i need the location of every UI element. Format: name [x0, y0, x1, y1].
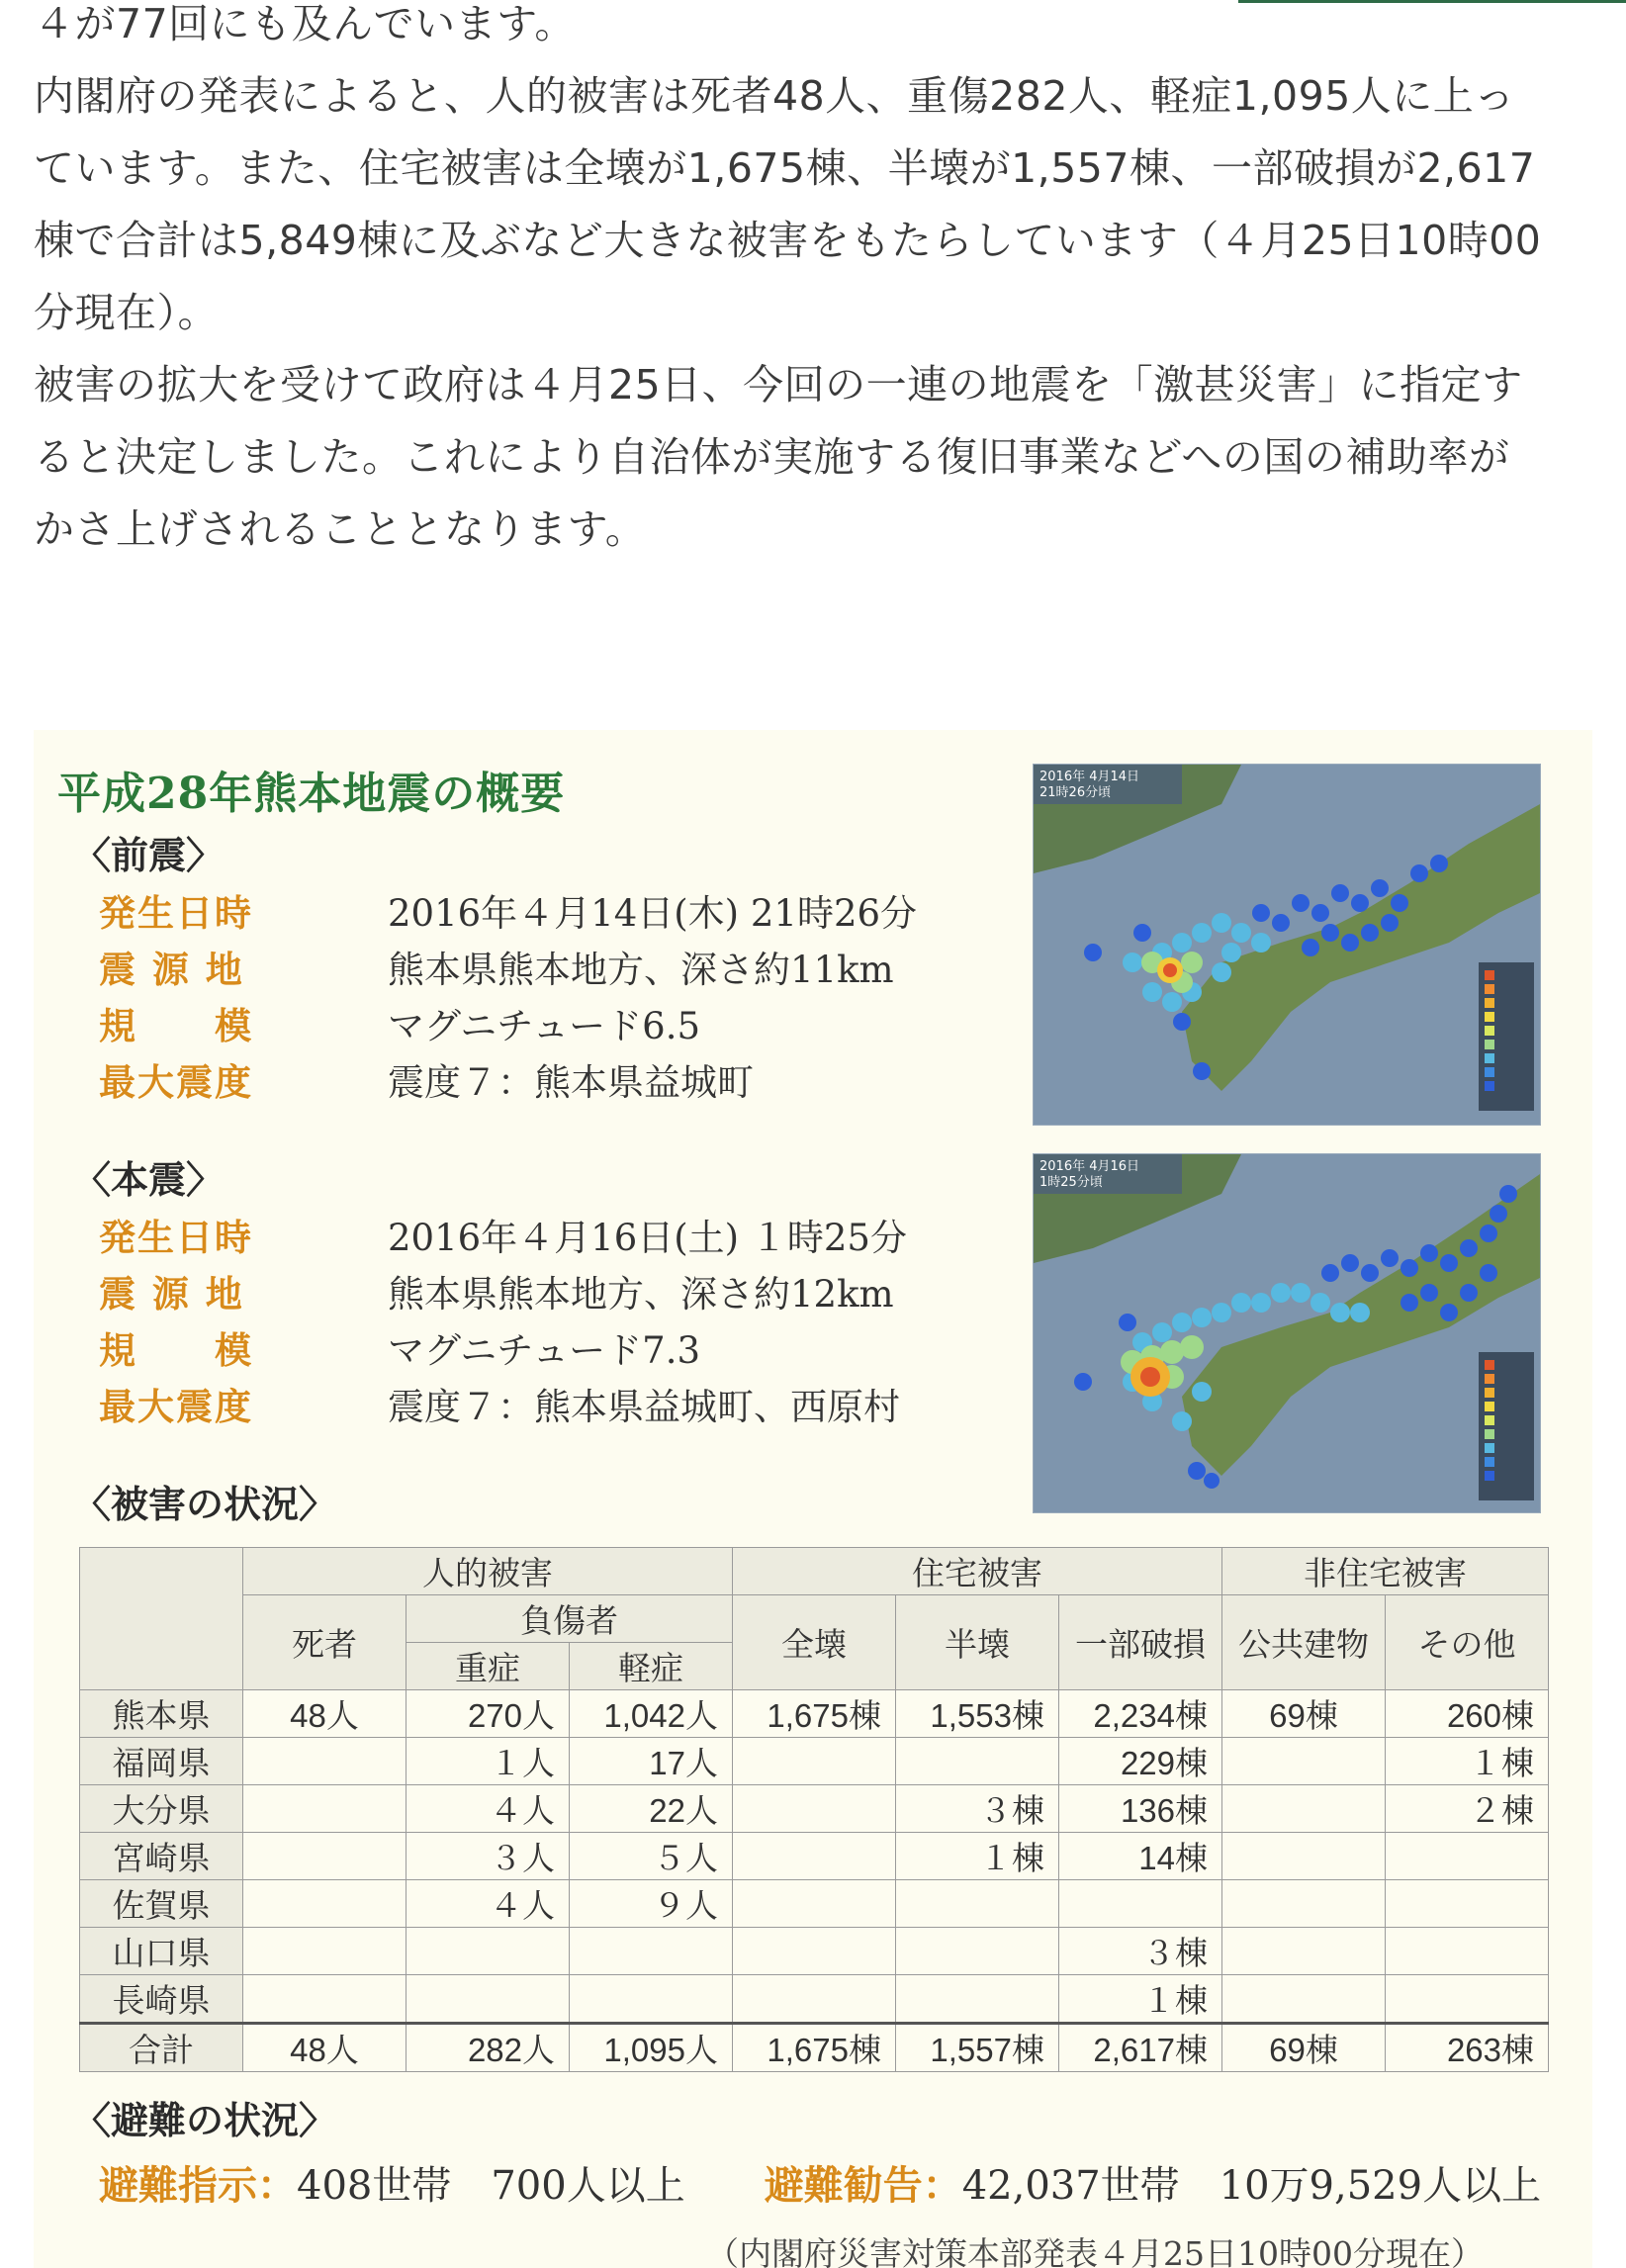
table-cell — [1386, 1928, 1549, 1975]
table-cell — [1059, 1880, 1222, 1928]
table-cell — [406, 1975, 570, 2024]
damage-header-row — [80, 1548, 1549, 1595]
table-cell: 69棟 — [1222, 2024, 1386, 2072]
evac-advisory-label: 避難勧告： — [764, 2162, 962, 2209]
mainshock-value: 震度７：熊本県益城町、西原村 — [388, 1386, 900, 1428]
col-dead: 死者 — [243, 1595, 406, 1690]
evac-order-value: 408世帯 700人以上 — [297, 2163, 685, 2209]
table-cell — [1386, 1880, 1549, 1928]
table-cell: 1,095人 — [570, 2024, 733, 2072]
paragraph-line: ４が77回にも及んでいます。 — [34, 0, 576, 47]
table-cell: ３人 — [406, 1833, 570, 1880]
damage-heading: 〈被害の状況〉 — [73, 1482, 337, 1526]
table-cell — [1222, 1928, 1386, 1975]
foreshock-label: 震 源 地 — [99, 948, 244, 991]
col-group-house: 住宅被害 — [733, 1548, 1222, 1595]
table-cell — [733, 1785, 896, 1833]
damage-table-body — [80, 1690, 1549, 2024]
table-row — [80, 1975, 1549, 2024]
table-cell: 22人 — [570, 1785, 733, 1833]
paragraph-line: かさ上げされることとなります。 — [34, 505, 647, 553]
table-cell — [570, 1928, 733, 1975]
mainshock-label: 発生日時 — [99, 1216, 253, 1259]
figure-title: 平成28年熊本地震の概要 — [57, 769, 566, 819]
paragraph-line: 分現在）。 — [34, 289, 219, 336]
table-cell: １棟 — [1386, 1738, 1549, 1785]
map-caption-date: 2016年 4月16日 — [1039, 1159, 1140, 1174]
mainshock-label: 最大震度 — [99, 1385, 253, 1428]
paragraph-line: ています。また、住宅被害は全壊が1,675棟、半壊が1,557棟、一部破損が2,617 — [34, 144, 1536, 192]
mainshock-heading: 〈本震〉 — [73, 1157, 225, 1202]
table-cell — [896, 1738, 1059, 1785]
paragraph-line: ると決定しました。これにより自治体が実施する復旧事業などへの国の補助率が — [34, 433, 1510, 481]
table-cell — [733, 1975, 896, 2024]
total-label: 合計 — [80, 2024, 243, 2072]
table-cell: １棟 — [896, 1833, 1059, 1880]
table-cell: ５人 — [570, 1833, 733, 1880]
table-row — [80, 1690, 1549, 1738]
evac-advisory-value: 42,037世帯 10万9,529人以上 — [961, 2163, 1542, 2209]
table-cell: １人 — [406, 1738, 570, 1785]
table-cell — [243, 1880, 406, 1928]
table-cell — [896, 1928, 1059, 1975]
foreshock-value: マグニチュード6.5 — [388, 1005, 700, 1047]
table-cell — [733, 1738, 896, 1785]
table-cell: ３棟 — [1059, 1928, 1222, 1975]
col-half: 半壊 — [896, 1595, 1059, 1690]
table-cell — [733, 1833, 896, 1880]
article-body — [34, 0, 1596, 566]
table-cell: 260棟 — [1386, 1690, 1549, 1738]
mainshock-label: 震 源 地 — [99, 1272, 244, 1315]
table-cell: 2,617棟 — [1059, 2024, 1222, 2072]
damage-table — [79, 1547, 1549, 2072]
table-cell — [1222, 1975, 1386, 2024]
evacuation-heading: 〈避難の状況〉 — [73, 2098, 337, 2142]
mainshock-intensity-map — [1033, 1153, 1541, 1513]
table-cell: ２棟 — [1386, 1785, 1549, 1833]
table-cell: ４人 — [406, 1880, 570, 1928]
foreshock-intensity-map — [1033, 764, 1541, 1126]
table-cell: 270人 — [406, 1690, 570, 1738]
table-cell — [733, 1928, 896, 1975]
table-cell: 136棟 — [1059, 1785, 1222, 1833]
foreshock-label: 発生日時 — [99, 891, 253, 935]
col-group-nonhouse: 非住宅被害 — [1222, 1548, 1549, 1595]
source-note: （内閣府災害対策本部発表４月25日10時00分現在） — [706, 2234, 1484, 2268]
table-cell: ９人 — [570, 1880, 733, 1928]
table-cell: 229棟 — [1059, 1738, 1222, 1785]
table-cell — [243, 1738, 406, 1785]
table-cell — [243, 1928, 406, 1975]
table-cell — [896, 1880, 1059, 1928]
table-cell — [1222, 1785, 1386, 1833]
map-caption-time: 1時25分頃 — [1039, 1175, 1103, 1190]
evacuation-line — [99, 2154, 1541, 2211]
table-row — [80, 1738, 1549, 1785]
table-cell — [243, 1833, 406, 1880]
col-minor: 軽症 — [570, 1643, 733, 1690]
col-group-human: 人的被害 — [243, 1548, 733, 1595]
foreshock-value: 熊本県熊本地方、深さ約11km — [388, 949, 894, 991]
paragraph-line: 棟で合計は5,849棟に及ぶなど大きな被害をもたらしています（４月25日10時00 — [34, 217, 1542, 264]
table-cell: 1,675棟 — [733, 2024, 896, 2072]
prefecture-cell: 宮崎県 — [80, 1833, 243, 1880]
corner-cell — [80, 1548, 243, 1690]
map-caption-date: 2016年 4月14日 — [1039, 770, 1140, 784]
table-cell — [733, 1880, 896, 1928]
table-cell: 17人 — [570, 1738, 733, 1785]
mainshock-value: マグニチュード7.3 — [388, 1329, 700, 1372]
prefecture-cell: 大分県 — [80, 1785, 243, 1833]
prefecture-cell: 熊本県 — [80, 1690, 243, 1738]
table-cell: 263棟 — [1386, 2024, 1549, 2072]
prefecture-cell: 佐賀県 — [80, 1880, 243, 1928]
evac-order-label: 避難指示： — [99, 2162, 297, 2209]
foreshock-value: 2016年４月14日(木) 21時26分 — [388, 892, 918, 935]
table-cell: 48人 — [243, 2024, 406, 2072]
foreshock-label: 規 模 — [99, 1004, 253, 1047]
table-cell: 69棟 — [1222, 1690, 1386, 1738]
table-cell: 48人 — [243, 1690, 406, 1738]
col-serious: 重症 — [406, 1643, 570, 1690]
foreshock-label: 最大震度 — [99, 1060, 253, 1104]
table-cell — [896, 1975, 1059, 2024]
table-cell: 1,042人 — [570, 1690, 733, 1738]
table-row — [80, 1928, 1549, 1975]
table-row — [80, 1880, 1549, 1928]
table-cell — [1222, 1880, 1386, 1928]
table-cell — [570, 1975, 733, 2024]
table-cell: 1,553棟 — [896, 1690, 1059, 1738]
table-cell: ４人 — [406, 1785, 570, 1833]
mainshock-label: 規 模 — [99, 1328, 253, 1372]
col-injured: 負傷者 — [406, 1595, 733, 1643]
col-partial: 一部破損 — [1059, 1595, 1222, 1690]
map-caption-time: 21時26分頃 — [1039, 785, 1112, 800]
table-cell: 1,557棟 — [896, 2024, 1059, 2072]
kumamoto-earthquake-summary-figure — [34, 730, 1592, 2268]
table-cell — [406, 1928, 570, 1975]
table-cell — [243, 1975, 406, 2024]
paragraph-line: 内閣府の発表によると、人的被害は死者48人、重傷282人、軽症1,095人に上っ — [34, 72, 1515, 120]
foreshock-heading: 〈前震〉 — [73, 833, 225, 877]
table-cell: １棟 — [1059, 1975, 1222, 2024]
col-other: その他 — [1386, 1595, 1549, 1690]
foreshock-value: 震度７：熊本県益城町 — [388, 1061, 754, 1104]
table-cell: 2,234棟 — [1059, 1690, 1222, 1738]
table-cell — [243, 1785, 406, 1833]
table-row — [80, 1833, 1549, 1880]
table-cell — [1222, 1833, 1386, 1880]
table-cell — [1386, 1833, 1549, 1880]
prefecture-cell: 山口県 — [80, 1928, 243, 1975]
table-cell: 282人 — [406, 2024, 570, 2072]
table-cell: ３棟 — [896, 1785, 1059, 1833]
col-public: 公共建物 — [1222, 1595, 1386, 1690]
table-cell: 1,675棟 — [733, 1690, 896, 1738]
prefecture-cell: 長崎県 — [80, 1975, 243, 2024]
mainshock-value: 熊本県熊本地方、深さ約12km — [388, 1273, 894, 1315]
prefecture-cell: 福岡県 — [80, 1738, 243, 1785]
mainshock-value: 2016年４月16日(土) １時25分 — [388, 1217, 907, 1259]
table-cell: 14棟 — [1059, 1833, 1222, 1880]
col-full: 全壊 — [733, 1595, 896, 1690]
table-cell — [1386, 1975, 1549, 2024]
table-cell — [1222, 1738, 1386, 1785]
damage-total-row — [80, 2024, 1549, 2072]
table-row — [80, 1785, 1549, 1833]
paragraph-line: 被害の拡大を受けて政府は４月25日、今回の一連の地震を「激甚災害」に指定す — [34, 361, 1523, 408]
damage-header-row — [80, 1595, 1549, 1643]
